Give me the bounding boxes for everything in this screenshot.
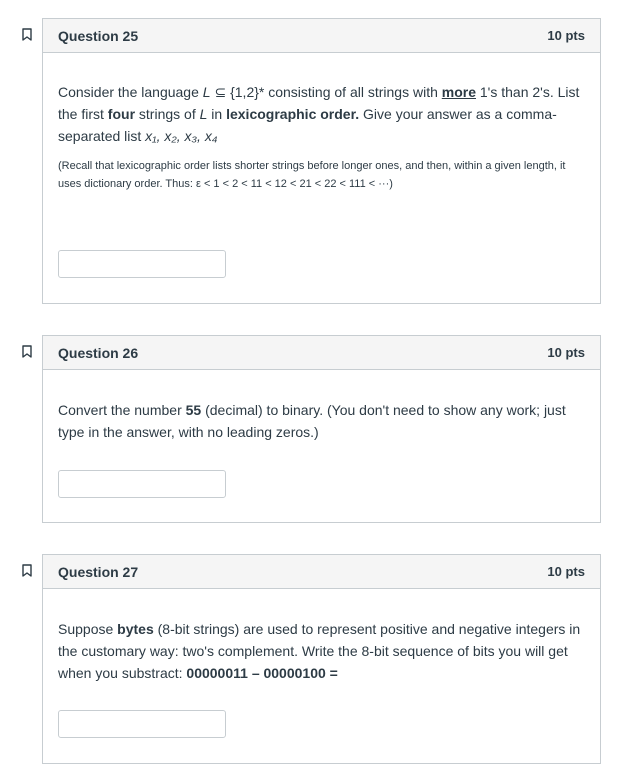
text-segment: 1's than 2's. List the first <box>58 84 580 122</box>
emphasis-number: 55 <box>185 402 202 418</box>
answer-input[interactable] <box>58 470 226 498</box>
question-text <box>58 53 585 147</box>
flag-question-icon[interactable] <box>20 28 34 42</box>
text-segment: (8-bit strings) are used to represent positive and negative integers in the customary way: two's complement. Write the 8-bit sequence of bits you will get when you substract: <box>58 621 581 681</box>
text-segment: Convert the number <box>58 402 186 418</box>
text-segment: Consider the language <box>58 84 203 100</box>
text-segment: in <box>207 106 227 122</box>
question-body <box>43 53 600 303</box>
question-26 <box>42 335 601 523</box>
emphasis-four: four <box>107 106 136 122</box>
question-header <box>43 19 600 53</box>
question-header <box>43 336 600 370</box>
text-segment: Give your answer as a comma-separated list <box>58 106 557 144</box>
text-segment: ⊆ {1,2}* consisting of all strings with <box>210 84 442 100</box>
emphasis-more: more <box>441 84 476 100</box>
question-title: Question 27 <box>58 563 139 580</box>
question-27 <box>42 554 601 764</box>
question-text <box>58 370 585 443</box>
question-text <box>58 589 585 684</box>
flag-question-icon[interactable] <box>20 345 34 359</box>
question-25 <box>42 18 601 304</box>
variable-list: x₁, x₂, x₃, x₄ <box>145 128 218 144</box>
emphasis-bytes: bytes <box>117 621 154 637</box>
emphasis-expression: 00000011 – 00000100 = <box>186 665 338 681</box>
emphasis-lexicographic: lexicographic order. <box>226 106 360 122</box>
text-segment: (decimal) to binary. (You don't need to show any work; just type in the answer, with no leading zeros.) <box>58 402 566 440</box>
question-points: 10 pts <box>547 564 585 579</box>
language-variable: L <box>202 84 211 100</box>
question-points: 10 pts <box>547 28 585 43</box>
text-segment: Suppose <box>58 621 118 637</box>
language-variable: L <box>199 106 208 122</box>
question-header <box>43 555 600 589</box>
answer-input[interactable] <box>58 710 226 738</box>
answer-input[interactable] <box>58 250 226 278</box>
flag-question-icon[interactable] <box>20 564 34 578</box>
question-note: (Recall that lexicographic order lists shorter strings before longer ones, and then, within a given length, it uses dictionary order. Thus: ε < 1 < 2 < 11 < 12 < 21 < 22 < 111 < ···) <box>58 160 566 190</box>
question-body <box>43 589 600 763</box>
question-points: 10 pts <box>547 345 585 360</box>
question-title: Question 26 <box>58 344 139 361</box>
question-title: Question 25 <box>58 27 139 44</box>
question-body <box>43 370 600 522</box>
text-segment: strings of <box>135 106 200 122</box>
